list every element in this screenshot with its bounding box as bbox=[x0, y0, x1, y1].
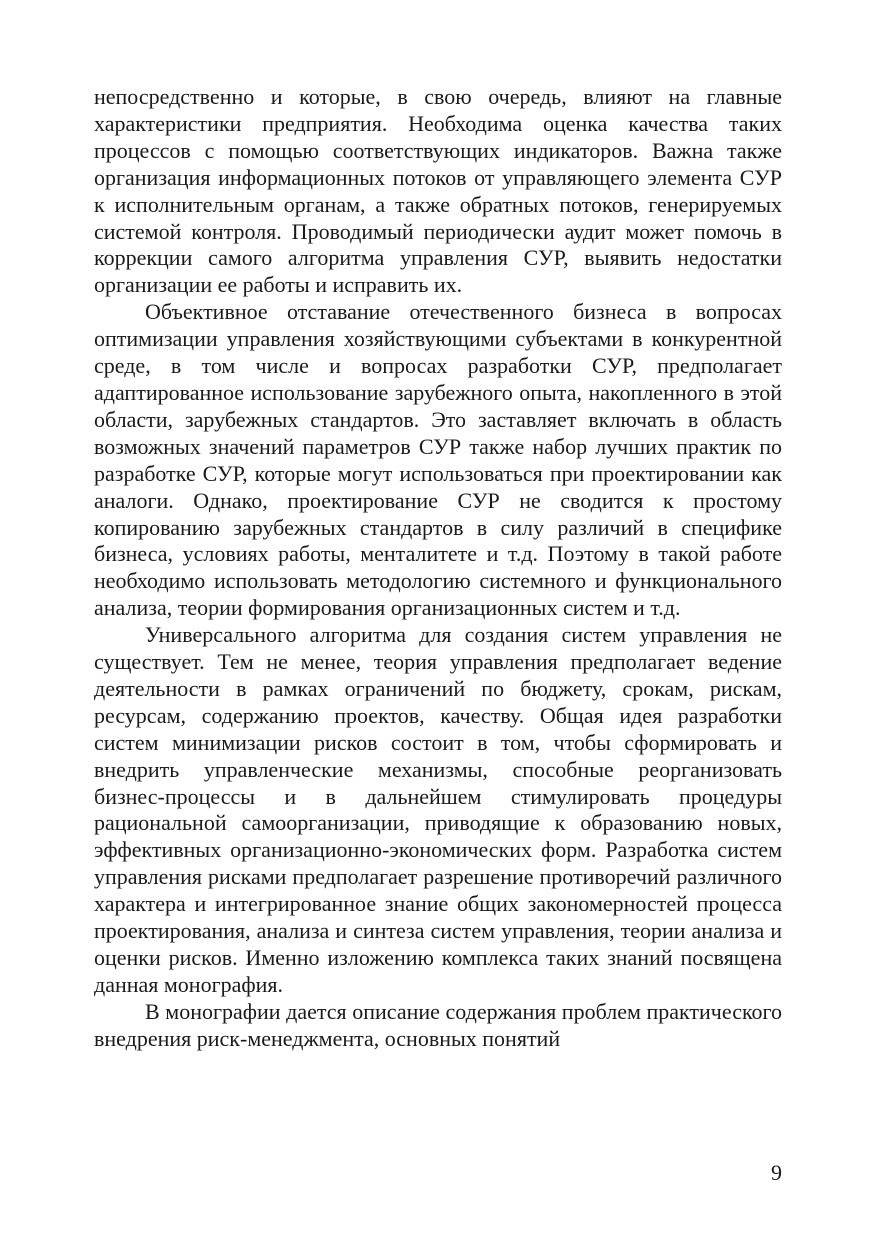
paragraph-2: Объективное отставание отечественного бизнеса в вопросах оптимизации управления хозяйствующими субъектами в конкурентной среде, в том числе и вопросах разработки СУР, предполагает адаптированное использование зарубежного опыта, накопленного в этой области, зарубежных стандартов. Это заставляет включать в область возможных значений параметров СУР также набор лучших практик по разработке СУР, которые могут использоваться при проектировании как аналоги. Однако, проектирование СУР не сводится к простому копированию зарубежных стандартов в силу различий в специфике бизнеса, условиях работы, менталитете и т.д. Поэтому в такой работе необходимо использовать методологию системного и функционального анализа, теории формирования организационных систем и т.д. bbox=[94, 299, 782, 621]
paragraph-4: В монографии дается описание содержания проблем практического внедрения риск-менеджмента, основных понятий bbox=[94, 998, 782, 1051]
page-number: 9 bbox=[771, 1160, 782, 1185]
paragraph-1: непосредственно и которые, в свою очередь, влияют на главные характеристики предприятия. Необходима оценка качества таких процессов с помощью соответствующих индикаторов. Важна также организация информационных потоков от управляющего элемента СУР к исполнительным органам, а также обратных потоков, генерируемых системой контроля. Проводимый периодически аудит может помочь в коррекции самого алгоритма управления СУР, выявить недостатки организации ее работы и исправить их. bbox=[94, 84, 782, 298]
page-body bbox=[94, 84, 782, 1053]
paragraph-3: Универсального алгоритма для создания систем управления не существует. Тем не менее, теория управления предполагает ведение деятельности в рамках ограничений по бюджету, срокам, рискам, ресурсам, содержанию проектов, качеству. Общая идея разработки систем минимизации рисков состоит в том, чтобы сформировать и внедрить управленческие механизмы, способные реорганизовать бизнес-процессы и в дальнейшем стимулировать процедуры рациональной самоорганизации, приводящие к образованию новых, эффективных организационно-экономических форм. Разработка систем управления рисками предполагает разрешение противоречий различного характера и интегрированное знание общих закономерностей процесса проектирования, анализа и синтеза систем управления, теории анализа и оценки рисков. Именно изложению комплекса таких знаний посвящена данная монография. bbox=[94, 622, 782, 997]
